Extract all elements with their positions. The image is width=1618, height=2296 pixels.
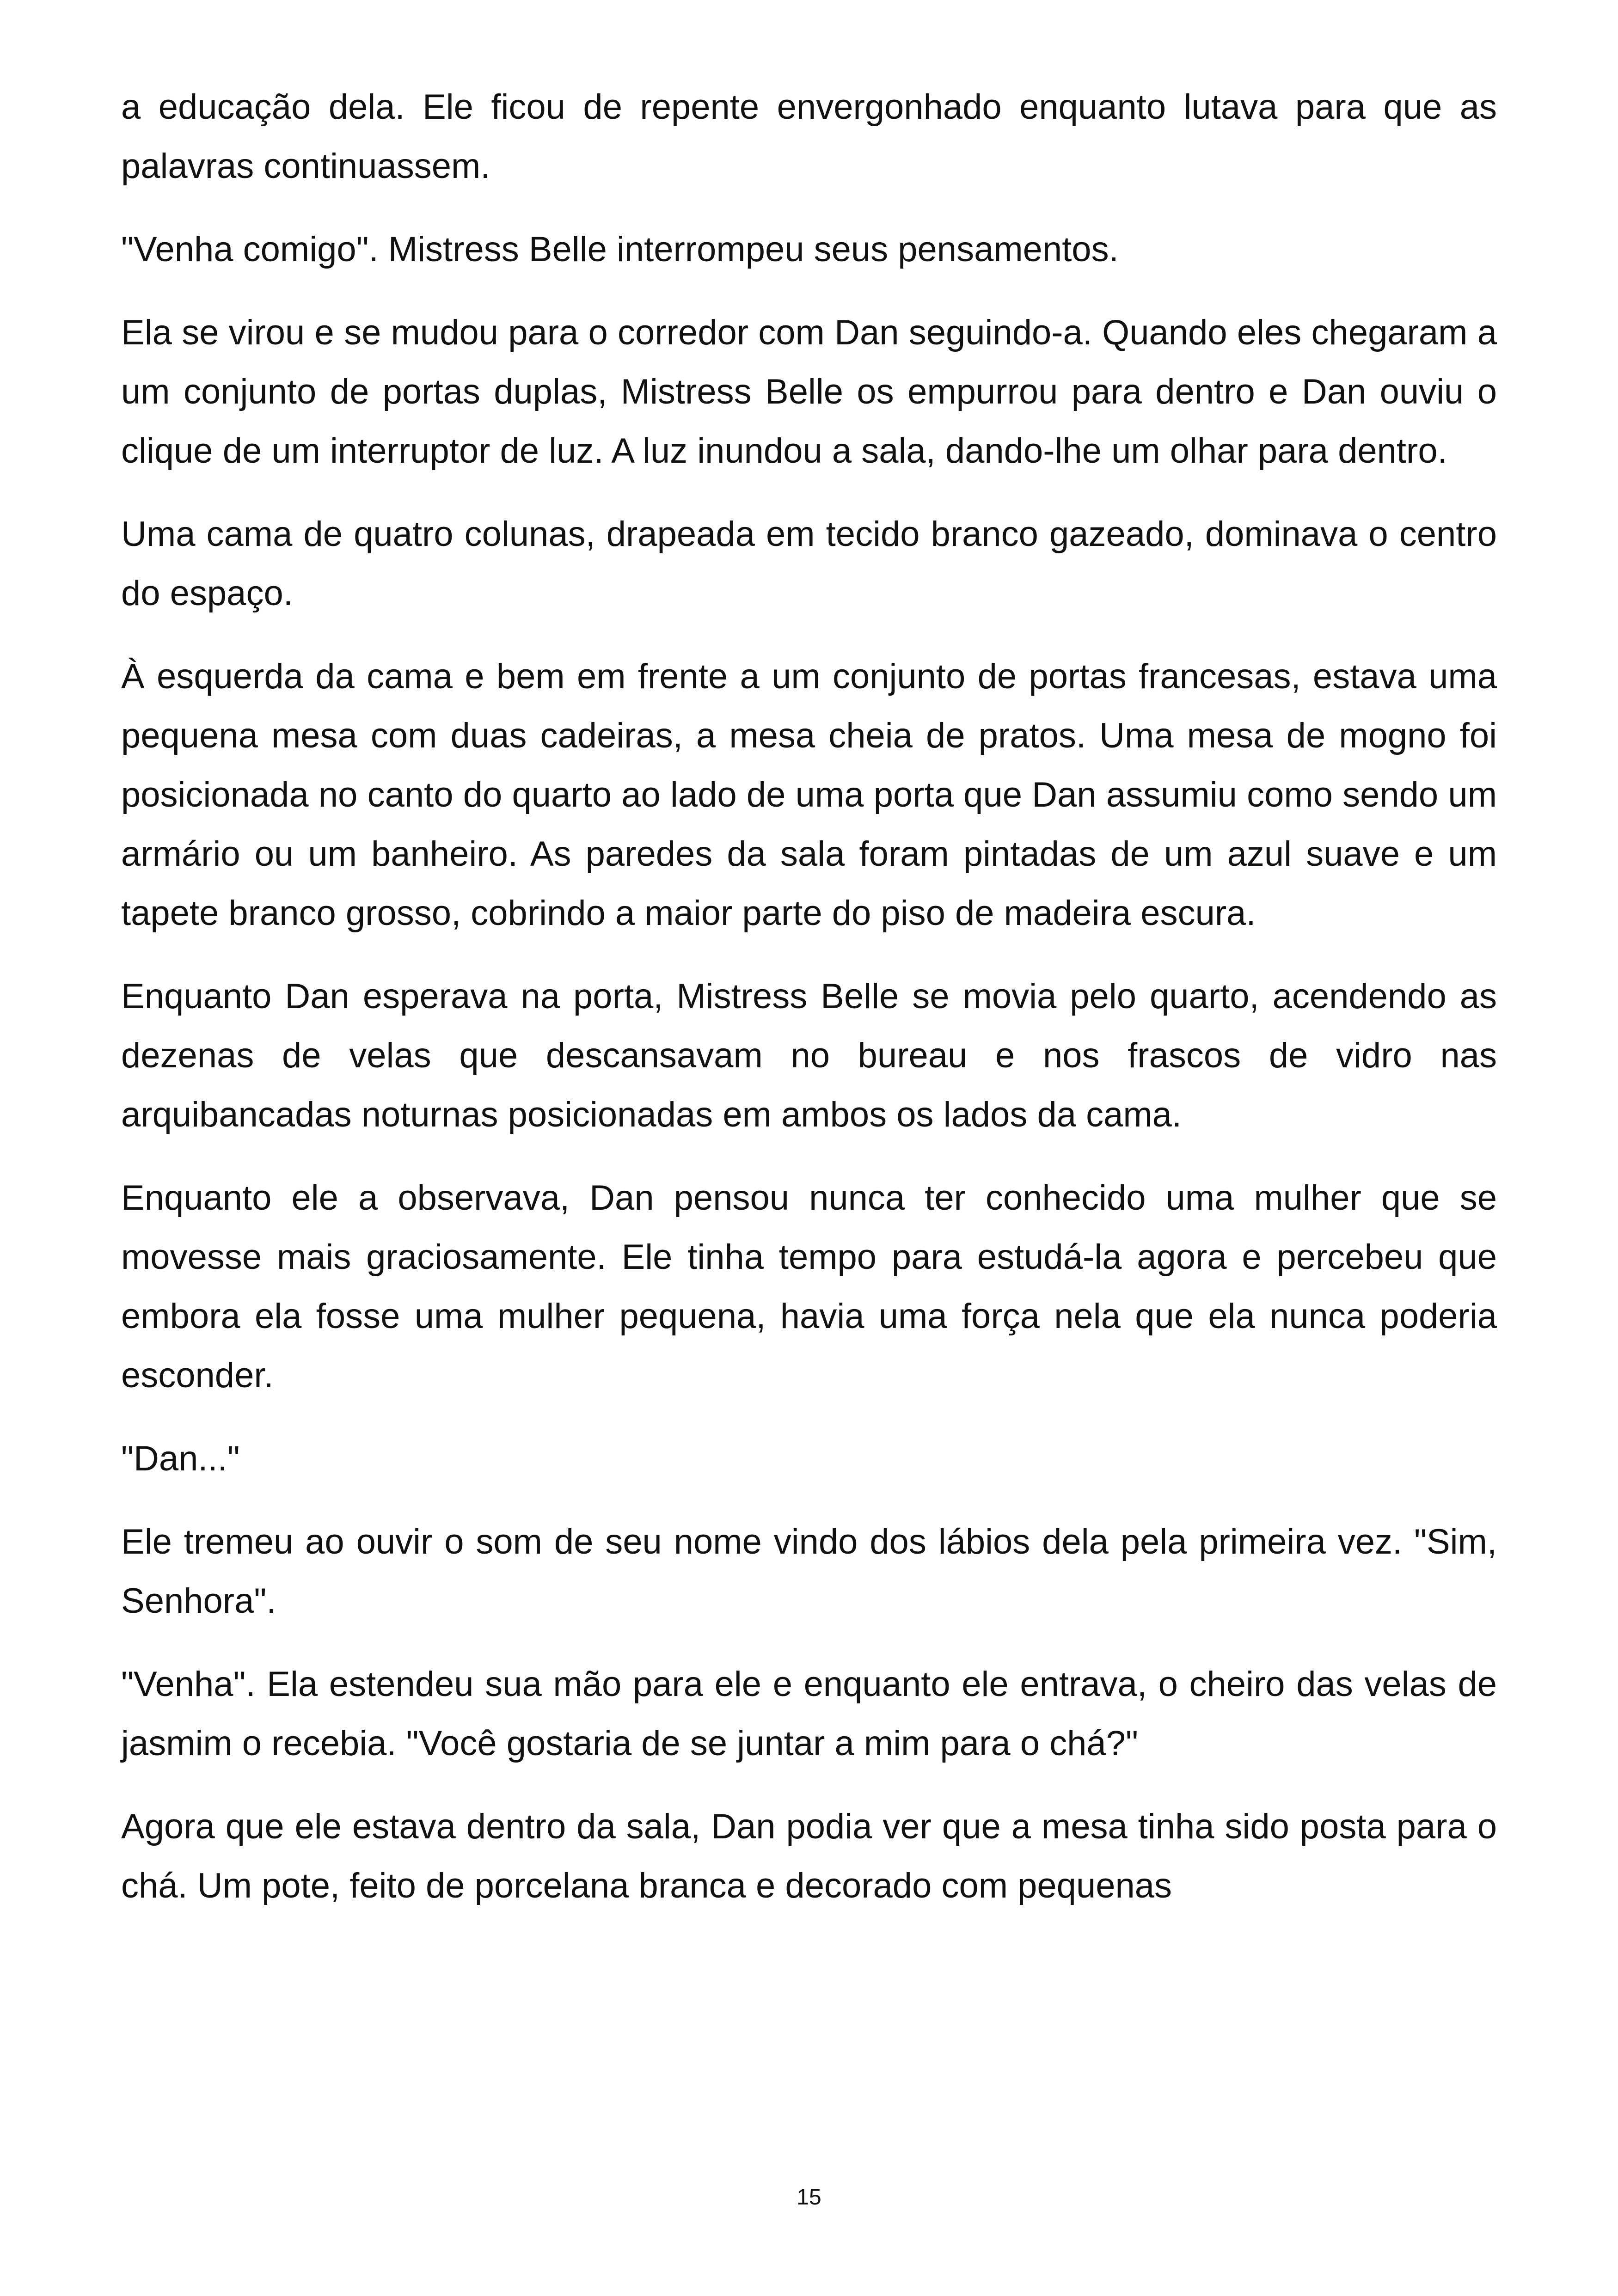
page-number: 15	[797, 2185, 821, 2210]
paragraph-11: Agora que ele estava dentro da sala, Dan podia ver que a mesa tinha sido posta para o chá. Um pote, feito de porcelana branca e decorado com pequenas	[121, 1807, 1497, 1905]
paragraph-6: Enquanto Dan esperava na porta, Mistress Belle se movia pelo quarto, acendendo as dezenas de velas que descansavam no bureau e nos frascos de vidro nas arquibancadas noturnas posicionadas em ambos os lados da cama.	[121, 977, 1497, 1134]
paragraph-1: a educação dela. Ele ficou de repente envergonhado enquanto lutava para que as palavras continuassem.	[121, 87, 1497, 186]
paragraph-10: "Venha". Ela estendeu sua mão para ele e enquanto ele entrava, o cheiro das velas de jasmim o recebia. "Você gostaria de se juntar a mim para o chá?"	[121, 1665, 1497, 1763]
paragraph-3: Ela se virou e se mudou para o corredor com Dan seguindo-a. Quando eles chegaram a um conjunto de portas duplas, Mistress Belle os empurrou para dentro e Dan ouviu o clique de um interruptor de luz. A luz inundou a sala, dando-lhe um olhar para dentro.	[121, 313, 1497, 471]
paragraph-4: Uma cama de quatro colunas, drapeada em tecido branco gazeado, dominava o centro do espaço.	[121, 514, 1497, 613]
paragraph-7: Enquanto ele a observava, Dan pensou nunca ter conhecido uma mulher que se movesse mais graciosamente. Ele tinha tempo para estudá-la agora e percebeu que embora ela fosse uma mulher pequena, havia uma força nela que ela nunca poderia esconder.	[121, 1178, 1497, 1395]
body-text	[121, 78, 1497, 1940]
paragraph-8: "Dan..."	[121, 1439, 240, 1478]
paragraph-9: Ele tremeu ao ouvir o som de seu nome vindo dos lábios dela pela primeira vez. "Sim, Senhora".	[121, 1522, 1497, 1621]
paragraph-2: "Venha comigo". Mistress Belle interrompeu seus pensamentos.	[121, 230, 1119, 269]
paragraph-5: À esquerda da cama e bem em frente a um conjunto de portas francesas, estava uma pequena mesa com duas cadeiras, a mesa cheia de pratos. Uma mesa de mogno foi posicionada no canto do quarto ao lado de uma porta que Dan assumiu como sendo um armário ou um banheiro. As paredes da sala foram pintadas de um azul suave e um tapete branco grosso, cobrindo a maior parte do piso de madeira escura.	[121, 657, 1497, 933]
